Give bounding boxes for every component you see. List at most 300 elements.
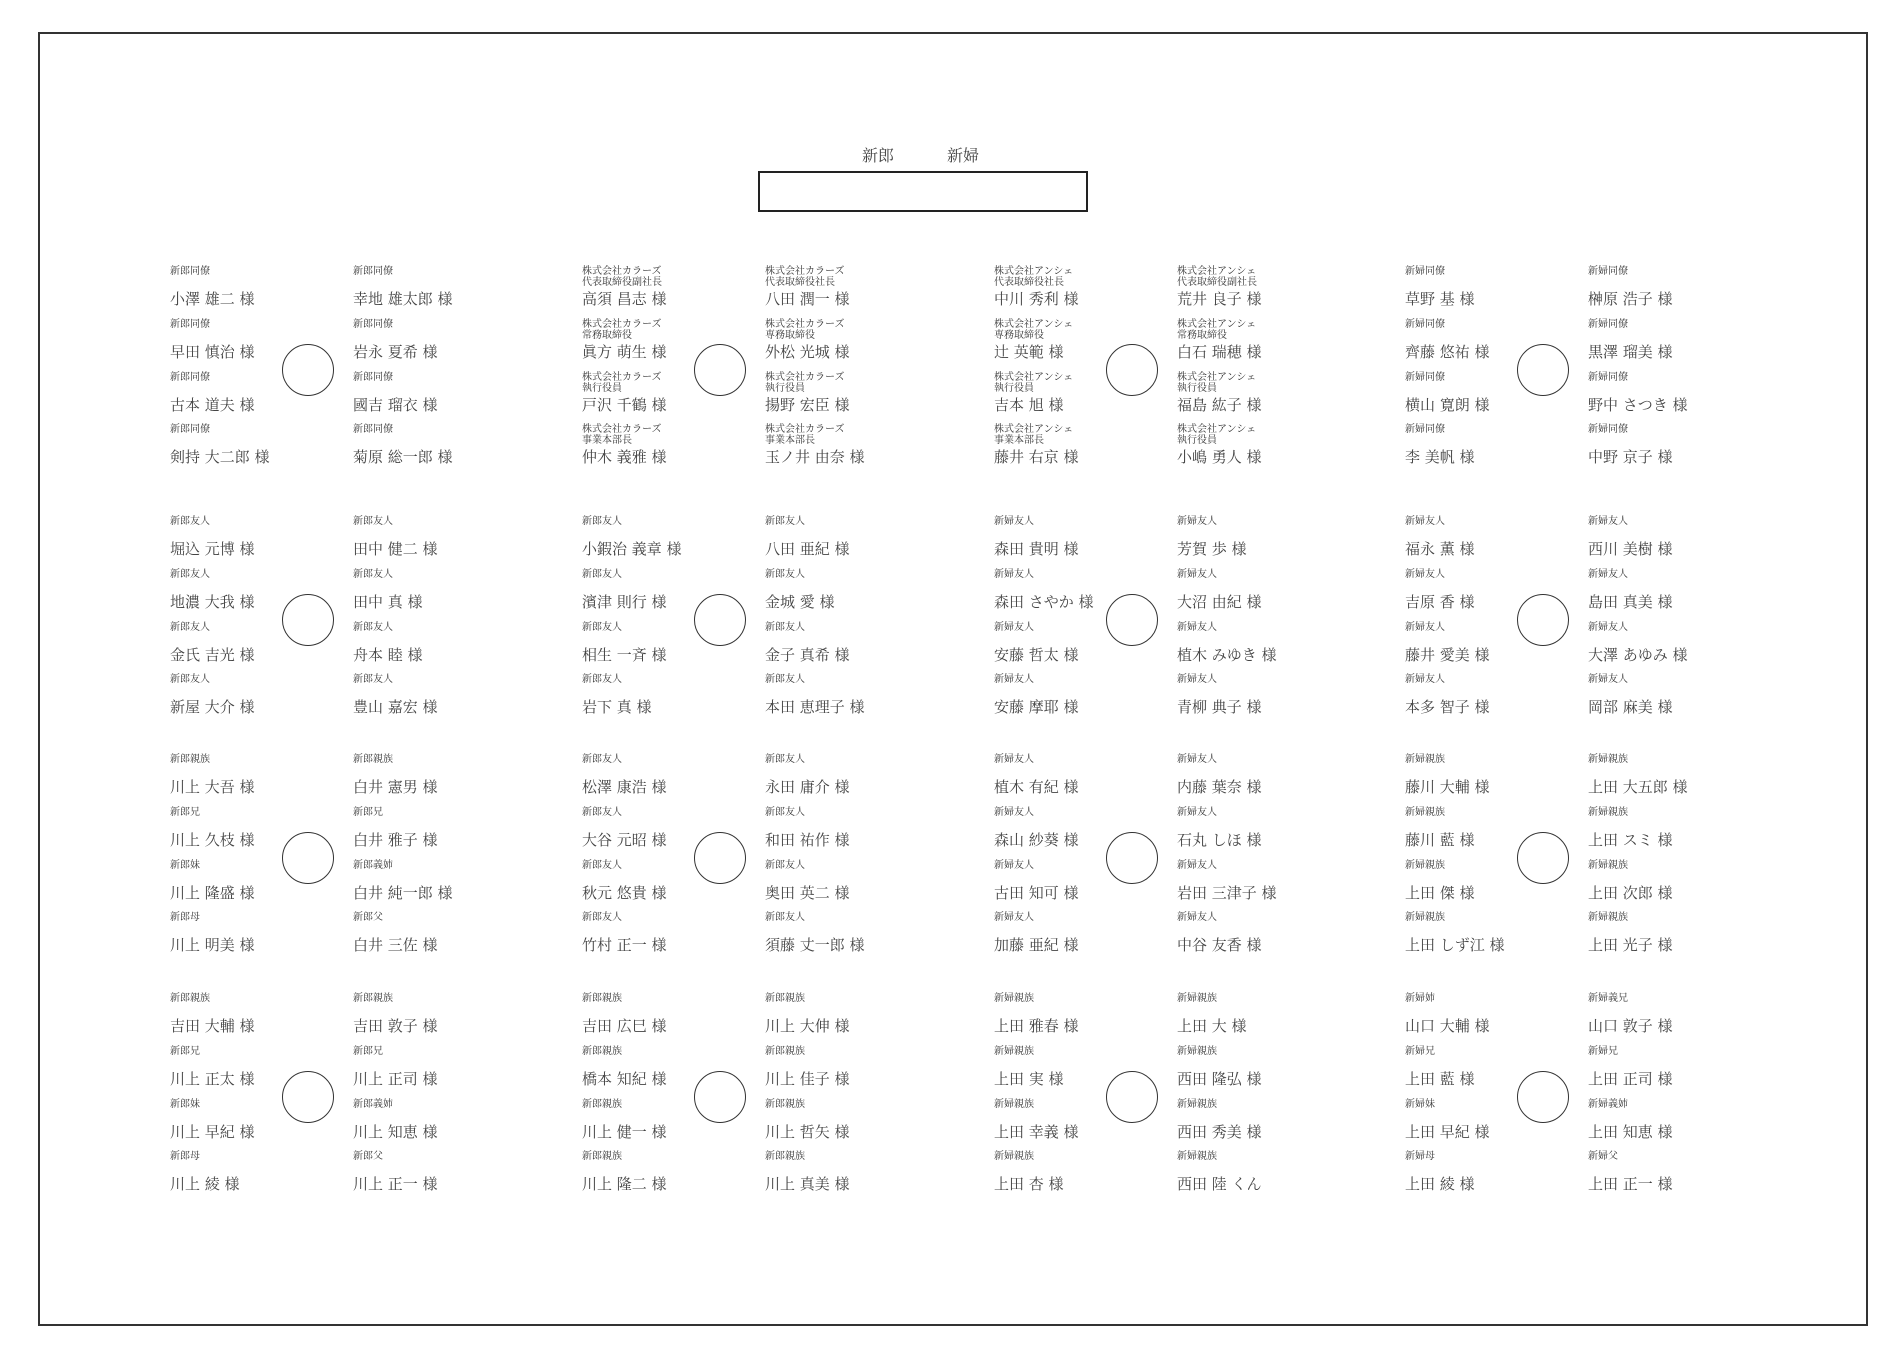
guest-name: 玉ノ井 由奈 様 xyxy=(765,448,865,466)
guest-seat xyxy=(582,1151,782,1193)
guest-name: 藤井 右京 様 xyxy=(994,448,1079,466)
guest-seat xyxy=(994,1046,1194,1088)
guest-relation: 新郎同僚 xyxy=(170,372,210,383)
guest-name: 奥田 英二 様 xyxy=(765,884,850,902)
guest-seat xyxy=(994,569,1194,611)
guest-relation: 新郎親族 xyxy=(765,1099,805,1110)
guest-table xyxy=(170,518,530,748)
guest-relation: 新婦友人 xyxy=(994,674,1034,685)
guest-relation: 新婦親族 xyxy=(1405,754,1445,765)
guest-seat xyxy=(765,319,965,361)
guest-relation: 新郎親族 xyxy=(582,1046,622,1057)
guest-seat xyxy=(353,569,553,611)
guest-relation: 新郎友人 xyxy=(765,622,805,633)
guest-name: 古本 道夫 様 xyxy=(170,396,255,414)
guest-name: 上田 スミ 様 xyxy=(1588,831,1673,849)
guest-seat xyxy=(353,912,553,954)
guest-name: 豊山 嘉宏 様 xyxy=(353,698,438,716)
guest-name: 李 美帆 様 xyxy=(1405,448,1475,466)
guest-name: 幸地 雄太郎 様 xyxy=(353,290,453,308)
guest-name: 白井 三佐 様 xyxy=(353,936,438,954)
guest-seat xyxy=(994,1151,1194,1193)
guest-relation: 新婦親族 xyxy=(1177,1151,1217,1162)
guest-relation: 新郎妹 xyxy=(170,860,200,871)
guest-seat xyxy=(582,569,782,611)
guest-seat xyxy=(582,266,782,308)
guest-relation: 新婦友人 xyxy=(1177,622,1217,633)
guest-table xyxy=(582,268,942,498)
guest-seat xyxy=(1405,372,1605,414)
guest-table xyxy=(994,995,1354,1225)
guest-relation: 新婦友人 xyxy=(994,569,1034,580)
guest-name: 福永 薫 様 xyxy=(1405,540,1475,558)
guest-seat xyxy=(1405,1151,1605,1193)
guest-name: 川上 正司 様 xyxy=(353,1070,438,1088)
guest-relation: 新郎友人 xyxy=(582,569,622,580)
guest-name: 菊原 総一郎 様 xyxy=(353,448,453,466)
guest-relation: 新郎親族 xyxy=(170,993,210,1004)
guest-relation: 新婦同僚 xyxy=(1588,319,1628,330)
guest-name: 上田 次郎 様 xyxy=(1588,884,1673,902)
guest-seat xyxy=(1588,807,1788,849)
guest-seat xyxy=(1405,622,1605,664)
guest-seat xyxy=(1588,569,1788,611)
guest-seat xyxy=(353,266,553,308)
guest-relation: 新婦親族 xyxy=(994,993,1034,1004)
guest-relation: 新婦妹 xyxy=(1405,1099,1435,1110)
guest-relation: 新郎義姉 xyxy=(353,860,393,871)
guest-relation: 株式会社アンシェ 事業本部長 xyxy=(994,424,1074,446)
guest-table xyxy=(1405,518,1765,748)
guest-name: 金氏 吉光 様 xyxy=(170,646,255,664)
guest-name: 古田 知可 様 xyxy=(994,884,1079,902)
guest-relation: 新郎友人 xyxy=(582,516,622,527)
guest-name: 川上 隆二 様 xyxy=(582,1175,667,1193)
guest-table xyxy=(1405,756,1765,986)
guest-relation: 新郎親族 xyxy=(582,1099,622,1110)
guest-name: 上田 実 様 xyxy=(994,1070,1064,1088)
guest-relation: 新郎友人 xyxy=(353,569,393,580)
guest-seat xyxy=(582,912,782,954)
guest-relation: 新婦友人 xyxy=(1588,569,1628,580)
guest-seat xyxy=(1588,912,1788,954)
guest-seat xyxy=(1405,516,1605,558)
guest-name: 金子 真希 様 xyxy=(765,646,850,664)
guest-seat xyxy=(1405,1099,1605,1141)
guest-seat xyxy=(1177,266,1377,308)
guest-relation: 新郎友人 xyxy=(582,912,622,923)
guest-seat xyxy=(765,622,965,664)
guest-name: 岩田 三津子 様 xyxy=(1177,884,1277,902)
guest-seat xyxy=(765,860,965,902)
guest-relation: 新婦親族 xyxy=(1405,912,1445,923)
guest-seat xyxy=(1588,1099,1788,1141)
guest-seat xyxy=(353,1151,553,1193)
guest-seat xyxy=(1177,1151,1377,1193)
guest-relation: 新婦親族 xyxy=(994,1151,1034,1162)
guest-relation: 新郎兄 xyxy=(353,1046,383,1057)
guest-seat xyxy=(1177,622,1377,664)
guest-relation: 新婦友人 xyxy=(994,754,1034,765)
guest-name: 和田 祐作 様 xyxy=(765,831,850,849)
guest-relation: 新郎父 xyxy=(353,912,383,923)
guest-relation: 新郎友人 xyxy=(170,516,210,527)
guest-relation: 新郎友人 xyxy=(765,516,805,527)
guest-table xyxy=(582,756,942,986)
guest-relation: 新婦友人 xyxy=(1177,912,1217,923)
guest-relation: 新婦友人 xyxy=(1405,622,1445,633)
guest-name: 八田 潤一 様 xyxy=(765,290,850,308)
guest-seat xyxy=(765,754,965,796)
guest-relation: 新郎友人 xyxy=(582,754,622,765)
guest-seat xyxy=(582,993,782,1035)
guest-relation: 新郎親族 xyxy=(582,993,622,1004)
guest-relation: 新婦親族 xyxy=(1405,860,1445,871)
guest-name: 西田 隆弘 様 xyxy=(1177,1070,1262,1088)
guest-name: 川上 隆盛 様 xyxy=(170,884,255,902)
guest-seat xyxy=(170,1046,370,1088)
guest-relation: 新婦同僚 xyxy=(1588,424,1628,435)
guest-relation: 新郎友人 xyxy=(765,674,805,685)
guest-name: 藤井 愛美 様 xyxy=(1405,646,1490,664)
guest-name: 川上 正太 様 xyxy=(170,1070,255,1088)
guest-relation: 株式会社カラーズ 事業本部長 xyxy=(765,424,845,446)
guest-seat xyxy=(994,754,1194,796)
guest-relation: 新郎友人 xyxy=(170,622,210,633)
guest-name: 川上 久枝 様 xyxy=(170,831,255,849)
guest-name: 岩永 夏希 様 xyxy=(353,343,438,361)
guest-name: 剣持 大二郎 様 xyxy=(170,448,270,466)
guest-relation: 新郎親族 xyxy=(765,993,805,1004)
guest-seat xyxy=(1177,569,1377,611)
guest-relation: 新郎友人 xyxy=(582,860,622,871)
guest-relation: 新郎親族 xyxy=(765,1151,805,1162)
guest-seat xyxy=(582,319,782,361)
guest-name: 川上 知恵 様 xyxy=(353,1123,438,1141)
guest-seat xyxy=(1177,912,1377,954)
guest-table xyxy=(1405,995,1765,1225)
bride-label: 新婦 xyxy=(947,146,980,165)
guest-relation: 新婦親族 xyxy=(1588,912,1628,923)
guest-name: 川上 真美 様 xyxy=(765,1175,850,1193)
guest-name: 吉田 敦子 様 xyxy=(353,1017,438,1035)
guest-name: 藤川 大輔 様 xyxy=(1405,778,1490,796)
guest-seat xyxy=(353,622,553,664)
guest-name: 戸沢 千鶴 様 xyxy=(582,396,667,414)
guest-seat xyxy=(582,754,782,796)
guest-seat xyxy=(1588,860,1788,902)
guest-seat xyxy=(765,372,965,414)
guest-table xyxy=(994,518,1354,748)
guest-relation: 新婦同僚 xyxy=(1588,266,1628,277)
guest-name: 上田 幸義 様 xyxy=(994,1123,1079,1141)
guest-name: 中野 京子 様 xyxy=(1588,448,1673,466)
guest-relation: 新婦親族 xyxy=(1177,1046,1217,1057)
guest-seat xyxy=(170,569,370,611)
guest-name: 大沼 由紀 様 xyxy=(1177,593,1262,611)
guest-seat xyxy=(170,266,370,308)
guest-relation: 新婦友人 xyxy=(994,860,1034,871)
guest-seat xyxy=(170,1151,370,1193)
guest-relation: 株式会社アンシェ 執行役員 xyxy=(1177,372,1257,394)
guest-name: 石丸 しほ 様 xyxy=(1177,831,1262,849)
guest-name: 岩下 真 様 xyxy=(582,698,652,716)
guest-relation: 新婦親族 xyxy=(1588,754,1628,765)
guest-seat xyxy=(765,1099,965,1141)
guest-seat xyxy=(170,993,370,1035)
guest-seat xyxy=(1405,1046,1605,1088)
guest-seat xyxy=(1588,372,1788,414)
guest-seat xyxy=(1588,1151,1788,1193)
guest-name: 仲木 義雅 様 xyxy=(582,448,667,466)
guest-relation: 新婦友人 xyxy=(994,912,1034,923)
guest-seat xyxy=(582,674,782,716)
guest-name: 上田 傑 様 xyxy=(1405,884,1475,902)
guest-seat xyxy=(353,860,553,902)
guest-seat xyxy=(170,807,370,849)
guest-seat xyxy=(994,319,1194,361)
guest-seat xyxy=(353,1046,553,1088)
guest-relation: 新郎妹 xyxy=(170,1099,200,1110)
guest-seat xyxy=(1405,266,1605,308)
guest-relation: 新婦親族 xyxy=(1588,807,1628,818)
guest-relation: 新婦親族 xyxy=(1177,993,1217,1004)
guest-relation: 株式会社カラーズ 代表取締役副社長 xyxy=(582,266,662,288)
guest-name: 森田 貴明 様 xyxy=(994,540,1079,558)
guest-name: 新屋 大介 様 xyxy=(170,698,255,716)
guest-name: 舟本 睦 様 xyxy=(353,646,423,664)
guest-name: 小澤 雄二 様 xyxy=(170,290,255,308)
guest-name: 齊藤 悠祐 様 xyxy=(1405,343,1490,361)
guest-seat xyxy=(1405,754,1605,796)
guest-relation: 新郎同僚 xyxy=(170,319,210,330)
guest-seat xyxy=(1177,424,1377,466)
guest-relation: 新郎友人 xyxy=(353,516,393,527)
guest-seat xyxy=(765,516,965,558)
guest-relation: 新婦友人 xyxy=(1177,860,1217,871)
guest-seat xyxy=(170,674,370,716)
guest-relation: 新婦義兄 xyxy=(1588,993,1628,1004)
guest-name: 川上 佳子 様 xyxy=(765,1070,850,1088)
guest-name: 眞方 萌生 様 xyxy=(582,343,667,361)
guest-table xyxy=(170,268,530,498)
guest-name: 白石 瑞穂 様 xyxy=(1177,343,1262,361)
guest-seat xyxy=(765,807,965,849)
guest-name: 植木 みゆき 様 xyxy=(1177,646,1277,664)
guest-relation: 新婦姉 xyxy=(1405,993,1435,1004)
guest-seat xyxy=(1177,754,1377,796)
guest-name: 揚野 宏臣 様 xyxy=(765,396,850,414)
guest-relation: 新婦友人 xyxy=(1177,569,1217,580)
guest-relation: 株式会社カラーズ 代表取締役社長 xyxy=(765,266,845,288)
guest-relation: 新郎母 xyxy=(170,1151,200,1162)
groom-label: 新郎 xyxy=(862,146,895,165)
guest-relation: 新婦友人 xyxy=(1588,622,1628,633)
guest-relation: 新郎同僚 xyxy=(353,319,393,330)
guest-relation: 新郎義姉 xyxy=(353,1099,393,1110)
guest-relation: 新婦兄 xyxy=(1588,1046,1618,1057)
guest-seat xyxy=(170,372,370,414)
guest-name: 濱津 則行 様 xyxy=(582,593,667,611)
guest-seat xyxy=(170,912,370,954)
guest-name: 小嶋 勇人 様 xyxy=(1177,448,1262,466)
guest-relation: 新婦親族 xyxy=(994,1099,1034,1110)
guest-name: 永田 庸介 様 xyxy=(765,778,850,796)
guest-name: 上田 杏 様 xyxy=(994,1175,1064,1193)
guest-name: 橋本 知紀 様 xyxy=(582,1070,667,1088)
guest-relation: 新郎同僚 xyxy=(353,266,393,277)
guest-seat xyxy=(353,372,553,414)
guest-name: 吉田 広巳 様 xyxy=(582,1017,667,1035)
guest-relation: 新婦同僚 xyxy=(1405,319,1445,330)
guest-seat xyxy=(1588,754,1788,796)
guest-name: 國吉 瑠衣 様 xyxy=(353,396,438,414)
guest-seat xyxy=(765,993,965,1035)
guest-relation: 新婦親族 xyxy=(1177,1099,1217,1110)
guest-relation: 新婦友人 xyxy=(1588,674,1628,685)
guest-name: 大谷 元昭 様 xyxy=(582,831,667,849)
guest-seat xyxy=(1177,1099,1377,1141)
guest-relation: 新婦友人 xyxy=(994,622,1034,633)
guest-seat xyxy=(170,424,370,466)
guest-relation: 新婦友人 xyxy=(1177,754,1217,765)
guest-relation: 新婦友人 xyxy=(1405,569,1445,580)
guest-name: 青柳 典子 様 xyxy=(1177,698,1262,716)
guest-seat xyxy=(353,319,553,361)
guest-name: 川上 正一 様 xyxy=(353,1175,438,1193)
guest-relation: 新婦友人 xyxy=(994,516,1034,527)
guest-name: 本多 智子 様 xyxy=(1405,698,1490,716)
guest-relation: 新婦友人 xyxy=(1405,516,1445,527)
guest-name: 中川 秀利 様 xyxy=(994,290,1079,308)
guest-relation: 新婦父 xyxy=(1588,1151,1618,1162)
guest-relation: 新婦友人 xyxy=(1177,807,1217,818)
guest-relation: 新婦兄 xyxy=(1405,1046,1435,1057)
guest-relation: 新郎友人 xyxy=(582,674,622,685)
guest-seat xyxy=(994,516,1194,558)
guest-table xyxy=(994,756,1354,986)
guest-seat xyxy=(170,516,370,558)
guest-name: 白井 純一郎 様 xyxy=(353,884,453,902)
guest-relation: 新婦同僚 xyxy=(1405,424,1445,435)
guest-seat xyxy=(1588,674,1788,716)
guest-seat xyxy=(994,860,1194,902)
guest-seat xyxy=(582,1046,782,1088)
guest-name: 安藤 哲太 様 xyxy=(994,646,1079,664)
guest-seat xyxy=(1588,622,1788,664)
guest-seat xyxy=(582,622,782,664)
guest-relation: 新郎友人 xyxy=(353,674,393,685)
guest-seat xyxy=(582,1099,782,1141)
guest-name: 吉原 香 様 xyxy=(1405,593,1475,611)
guest-seat xyxy=(1405,674,1605,716)
guest-relation: 新郎父 xyxy=(353,1151,383,1162)
guest-name: 上田 正司 様 xyxy=(1588,1070,1673,1088)
guest-name: 辻 英範 様 xyxy=(994,343,1064,361)
guest-relation: 新婦母 xyxy=(1405,1151,1435,1162)
guest-seat xyxy=(1177,807,1377,849)
guest-name: 福島 紘子 様 xyxy=(1177,396,1262,414)
guest-name: 堀込 元博 様 xyxy=(170,540,255,558)
guest-seat xyxy=(1177,860,1377,902)
guest-name: 八田 亜紀 様 xyxy=(765,540,850,558)
guest-seat xyxy=(1177,516,1377,558)
head-table xyxy=(758,171,1088,212)
guest-name: 川上 哲矢 様 xyxy=(765,1123,850,1141)
guest-name: 高須 昌志 様 xyxy=(582,290,667,308)
guest-relation: 新郎兄 xyxy=(170,1046,200,1057)
guest-seat xyxy=(1177,993,1377,1035)
guest-name: 白井 憲男 様 xyxy=(353,778,438,796)
guest-name: 本田 恵理子 様 xyxy=(765,698,865,716)
guest-seat xyxy=(1177,319,1377,361)
guest-name: 上田 しず江 様 xyxy=(1405,936,1505,954)
guest-seat xyxy=(353,993,553,1035)
guest-relation: 新婦友人 xyxy=(1177,674,1217,685)
guest-seat xyxy=(765,912,965,954)
guest-seat xyxy=(994,993,1194,1035)
guest-table xyxy=(582,518,942,748)
guest-relation: 新婦義姉 xyxy=(1588,1099,1628,1110)
guest-relation: 新婦同僚 xyxy=(1588,372,1628,383)
guest-name: 竹村 正一 様 xyxy=(582,936,667,954)
guest-name: 川上 健一 様 xyxy=(582,1123,667,1141)
guest-table xyxy=(582,995,942,1225)
guest-seat xyxy=(1405,319,1605,361)
guest-relation: 新郎友人 xyxy=(765,860,805,871)
guest-seat xyxy=(353,424,553,466)
guest-name: 草野 基 様 xyxy=(1405,290,1475,308)
guest-table xyxy=(994,268,1354,498)
guest-relation: 新郎親族 xyxy=(353,754,393,765)
guest-seat xyxy=(582,516,782,558)
guest-table xyxy=(1405,268,1765,498)
guest-name: 内藤 葉奈 様 xyxy=(1177,778,1262,796)
guest-relation: 株式会社カラーズ 事業本部長 xyxy=(582,424,662,446)
guest-seat xyxy=(353,754,553,796)
guest-relation: 新郎親族 xyxy=(765,1046,805,1057)
guest-name: 秋元 悠貴 様 xyxy=(582,884,667,902)
guest-name: 須藤 丈一郎 様 xyxy=(765,936,865,954)
guest-relation: 新郎同僚 xyxy=(170,424,210,435)
guest-name: 榊原 浩子 様 xyxy=(1588,290,1673,308)
guest-name: 西田 秀美 様 xyxy=(1177,1123,1262,1141)
guest-seat xyxy=(353,1099,553,1141)
guest-name: 加藤 亜紀 様 xyxy=(994,936,1079,954)
guest-relation: 新婦同僚 xyxy=(1405,266,1445,277)
guest-relation: 新郎友人 xyxy=(765,807,805,818)
guest-relation: 株式会社カラーズ 専務取締役 xyxy=(765,319,845,341)
guest-seat xyxy=(353,674,553,716)
guest-name: 川上 明美 様 xyxy=(170,936,255,954)
guest-name: 山口 敦子 様 xyxy=(1588,1017,1673,1035)
guest-seat xyxy=(353,516,553,558)
guest-relation: 新婦友人 xyxy=(1588,516,1628,527)
guest-seat xyxy=(170,622,370,664)
guest-table xyxy=(170,756,530,986)
guest-relation: 新郎親族 xyxy=(582,1151,622,1162)
guest-name: 西田 陸 くん xyxy=(1177,1175,1262,1193)
guest-name: 田中 健二 様 xyxy=(353,540,438,558)
guest-name: 地濃 大我 様 xyxy=(170,593,255,611)
guest-relation: 新郎友人 xyxy=(582,807,622,818)
guest-name: 川上 大吾 様 xyxy=(170,778,255,796)
guest-seat xyxy=(582,424,782,466)
guest-seat xyxy=(170,754,370,796)
guest-name: 荒井 良子 様 xyxy=(1177,290,1262,308)
guest-seat xyxy=(170,1099,370,1141)
guest-name: 上田 早紀 様 xyxy=(1405,1123,1490,1141)
